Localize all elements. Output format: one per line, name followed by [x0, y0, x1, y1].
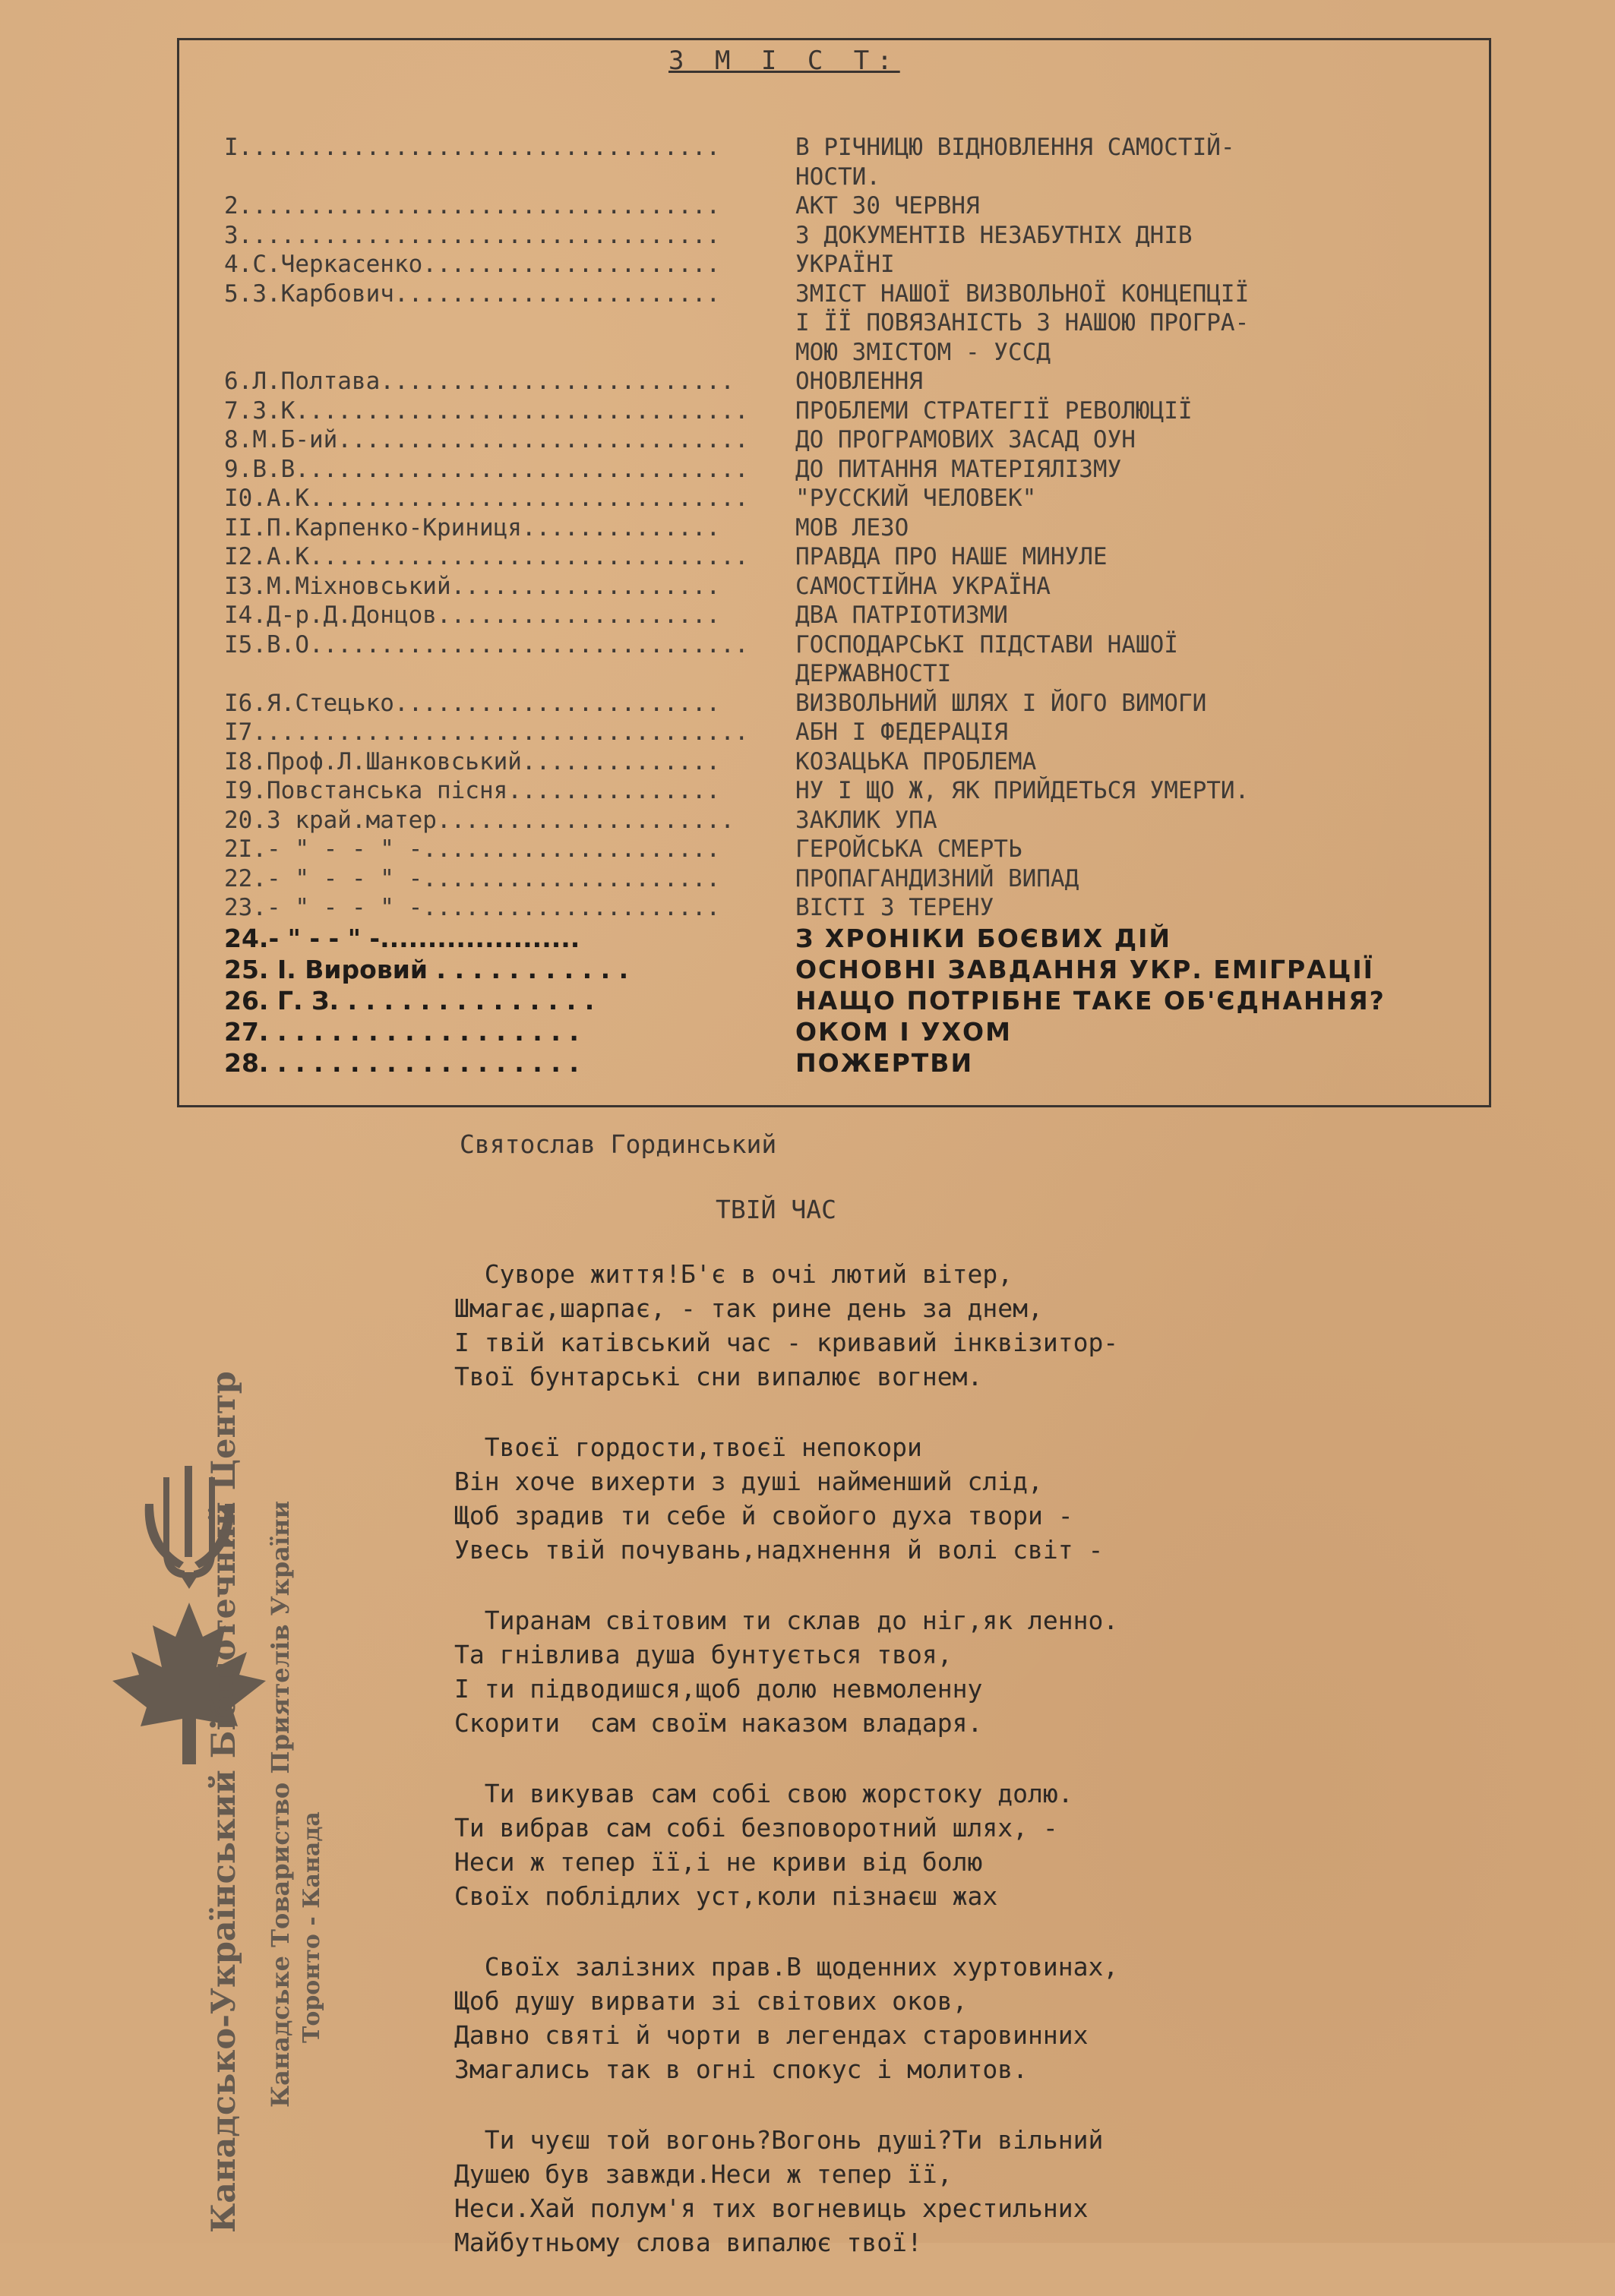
- poem-line: Неси.Хай полум'я тих вогневиць хрестильних: [454, 2193, 1089, 2223]
- poem-stanza: [454, 1257, 1366, 1394]
- toc-entry-title: НУ І ЩО Ж, ЯК ПРИЙДЕТЬСЯ УМЕРТИ.: [795, 777, 1250, 804]
- toc-entry-title: ПРАВДА ПРО НАШЕ МИНУЛЕ: [795, 543, 1108, 570]
- toc-list: [224, 133, 1485, 1079]
- toc-entry-author: 5.З.Карбович.......................: [224, 279, 721, 308]
- toc-entry-title: АБН І ФЕДЕРАЦІЯ: [795, 718, 1008, 746]
- toc-entry-author: 26. Г. З. . . . . . . . . . . . . . .: [224, 985, 595, 1015]
- toc-entry: [224, 985, 1485, 1016]
- toc-entry: [224, 279, 1485, 368]
- toc-entry: [224, 191, 1485, 221]
- toc-entry-author: 23.- " - - " -.....................: [224, 894, 721, 921]
- toc-entry: [224, 776, 1485, 806]
- toc-entry-author: І4.Д-р.Д.Донцов....................: [224, 602, 721, 629]
- toc-entry-title: З ХРОНІКИ БОЄВИХ ДІЙ: [795, 923, 1172, 953]
- toc-entry: [224, 864, 1485, 894]
- toc-entry: [224, 747, 1485, 777]
- toc-entry: [224, 954, 1485, 985]
- toc-entry: [224, 425, 1485, 455]
- poem-line: Скорити сам своїм наказом владаря.: [454, 1708, 983, 1738]
- toc-entry-author: І5.В.О...............................: [224, 630, 749, 658]
- toc-entry-author: 4.С.Черкасенко.....................: [224, 251, 721, 278]
- toc-entry: [224, 455, 1485, 485]
- toc-entry-title: ПОЖЕРТВИ: [795, 1047, 974, 1078]
- toc-entry-author: І8.Проф.Л.Шанковський..............: [224, 747, 721, 775]
- toc-entry-title: УКРАЇНІ: [795, 251, 895, 278]
- toc-entry-author: І3.М.Міхновський...................: [224, 572, 721, 600]
- toc-entry-title: ГЕРОЙСЬКА СМЕРТЬ: [795, 835, 1022, 863]
- poem-line: Щоб душу вирвати зі світових оков,: [454, 1986, 968, 2016]
- toc-entry: [224, 542, 1485, 572]
- toc-entry: [224, 601, 1485, 630]
- toc-entry: [224, 250, 1485, 279]
- poem-stanza: [454, 2123, 1366, 2260]
- toc-entry-title: КОЗАЦЬКА ПРОБЛЕМА: [795, 747, 1037, 775]
- toc-entry-author: І9.Повстанська пісня...............: [224, 777, 721, 804]
- toc-entry-author: 3..................................: [224, 221, 721, 249]
- toc-entry-title: ПРОБЛЕМИ СТРАТЕГІЇ РЕВОЛЮЦІЇ: [795, 396, 1193, 425]
- toc-entry-author: 22.- " - - " -.....................: [224, 864, 721, 892]
- toc-title: З М І С Т:: [668, 46, 900, 76]
- toc-entry: [224, 572, 1485, 602]
- toc-entry-author: І..................................: [224, 134, 721, 161]
- poem-line: І ти підводишся,щоб долю невмоленну: [454, 1674, 983, 1704]
- poem-line: І твій катівський час - кривавий інквізитор-: [454, 1328, 1119, 1357]
- toc-entry-title: ОКОМ І УХОМ: [795, 1016, 1012, 1047]
- toc-entry-title: ПРОПАГАНДИЗНИЙ ВИПАД: [795, 864, 1079, 892]
- poem-line: Твоєї гордости,твоєї непокори: [454, 1432, 922, 1462]
- toc-entry-title: АКТ 30 ЧЕРВНЯ: [795, 192, 980, 219]
- poem-line: Щоб зрадив ти себе й свойого духа твори -: [454, 1501, 1073, 1530]
- toc-entry: [224, 513, 1485, 543]
- toc-entry-author: 7.З.К................................: [224, 396, 749, 425]
- poem-stanza: [454, 1430, 1366, 1567]
- toc-entry-author: 2І.- " - - " -.....................: [224, 835, 721, 863]
- toc-entry: [224, 923, 1485, 954]
- toc-entry-title: ВІСТІ З ТЕРЕНУ: [795, 894, 994, 921]
- poem-title: ТВІЙ ЧАС: [716, 1195, 836, 1224]
- toc-entry-title: ОНОВЛЕННЯ: [795, 368, 923, 395]
- toc-entry: [224, 689, 1485, 718]
- poem-line: Він хоче вихерти з душі найменший слід,: [454, 1467, 1043, 1496]
- toc-entry-title: В РІЧНИЦЮ ВІДНОВЛЕННЯ САМОСТІЙ- НОСТИ.: [795, 134, 1235, 191]
- poem-line: Своїх поблідлих уст,коли пізнаєш жах: [454, 1881, 998, 1911]
- poem-stanza: [454, 1776, 1366, 1913]
- toc-entry-author: 8.М.Б-ий.............................: [224, 426, 749, 453]
- toc-entry-author: І7...................................: [224, 718, 749, 746]
- stamp-center-name: Канадсько-Український Бібліотечний Центр: [205, 1371, 243, 2233]
- toc-entry-author: 2..................................: [224, 192, 721, 219]
- poem-stanza: [454, 1603, 1366, 1740]
- toc-entry-title: З ДОКУМЕНТІВ НЕЗАБУТНІХ ДНІВ: [795, 221, 1193, 249]
- toc-entry: [224, 630, 1485, 689]
- poem-line: Неси ж тепер її,і не криви від болю: [454, 1847, 983, 1877]
- toc-entry-title: ДО ПИТАННЯ МАТЕРІЯЛІЗМУ: [795, 455, 1122, 483]
- toc-entry: [224, 221, 1485, 251]
- poem-line: Твої бунтарські сни випалює вогнем.: [454, 1362, 983, 1391]
- toc-entry: [224, 1016, 1485, 1047]
- poem-line: Та гнівлива душа бунтується твоя,: [454, 1640, 953, 1669]
- toc-entry-author: І0.А.К...............................: [224, 485, 749, 512]
- toc-entry-author: 25. І. Вировий . . . . . . . . . . .: [224, 954, 629, 984]
- toc-entry-author: І6.Я.Стецько.......................: [224, 689, 721, 717]
- toc-entry: [224, 806, 1485, 835]
- poem-line: Увесь твій почувань,надхнення й волі світ -: [454, 1535, 1104, 1565]
- toc-entry: [224, 367, 1485, 396]
- toc-entry-author: 24.- " - - " -.....................: [224, 923, 580, 953]
- toc-entry-title: ОСНОВНІ ЗАВДАННЯ УКР. ЕМІГРАЦІЇ: [795, 954, 1374, 984]
- stamp-location: Торонто - Канада: [299, 1811, 325, 2043]
- toc-entry: [224, 484, 1485, 513]
- poem-line: Душею був завжди.Неси ж тепер її,: [454, 2159, 953, 2189]
- poem-line: Тиранам світовим ти склав до ніг,як ленно.: [454, 1606, 1119, 1635]
- toc-entry-title: ЗМІСТ НАШОЇ ВИЗВОЛЬНОЇ КОНЦЕПЦІЇ І ЇЇ ПОВЯЗАНІСТЬ З НАШОЮ ПРОГРА- МОЮ ЗМІСТОМ - УССД: [795, 279, 1250, 366]
- toc-entry-title: МОВ ЛЕЗО: [795, 513, 909, 542]
- toc-entry-author: 9.В.В................................: [224, 455, 749, 483]
- toc-entry-author: ІІ.П.Карпенко-Криниця..............: [224, 513, 721, 542]
- toc-entry: [224, 1047, 1485, 1079]
- toc-entry-title: "РУССКИЙ ЧЕЛОВЕК": [795, 485, 1037, 512]
- toc-entry-title: ГОСПОДАРСЬКІ ПІДСТАВИ НАШОЇ ДЕРЖАВНОСТІ: [795, 630, 1178, 687]
- toc-entry-author: 20.З край.матер.....................: [224, 806, 735, 834]
- toc-entry-author: 6.Л.Полтава.........................: [224, 368, 735, 395]
- poem-line: Ти викував сам собі свою жорстоку долю.: [454, 1779, 1073, 1808]
- poem-line: Змагались так в огні спокус і молитов.: [454, 2054, 1028, 2084]
- toc-entry: [224, 835, 1485, 864]
- poem-line: Своїх залізних прав.В щоденних хуртовинах,: [454, 1952, 1119, 1982]
- poem-body: [454, 1257, 1366, 2296]
- poem-author: Святослав Гординський: [460, 1129, 777, 1159]
- toc-entry-title: ЗАКЛИК УПА: [795, 806, 937, 834]
- toc-entry: [224, 133, 1485, 191]
- poem-stanza: [454, 1950, 1366, 2086]
- toc-entry-title: НАЩО ПОТРІБНЕ ТАКЕ ОБ'ЄДНАННЯ?: [795, 985, 1386, 1015]
- toc-entry-title: ВИЗВОЛЬНИЙ ШЛЯХ І ЙОГО ВИМОГИ: [795, 689, 1207, 717]
- poem-line: Майбутньому слова випалює твої!: [454, 2228, 922, 2257]
- poem-line: Давно святі й чорти в легендах старовинних: [454, 2020, 1089, 2050]
- toc-entry-title: САМОСТІЙНА УКРАЇНА: [795, 572, 1051, 600]
- poem-line: Ти чуєш той вогонь?Вогонь душі?Ти вільний: [454, 2125, 1104, 2155]
- library-stamp: [72, 1371, 391, 2233]
- toc-entry-title: ДО ПРОГРАМОВИХ ЗАСАД ОУН: [795, 426, 1136, 453]
- poem-line: Суворе життя!Б'є в очі лютий вітер,: [454, 1259, 1013, 1289]
- toc-entry-author: 28. . . . . . . . . . . . . . . . . .: [224, 1047, 579, 1078]
- stamp-society-name: Канадське Товариство Приятелів України: [266, 1500, 295, 2108]
- toc-entry: [224, 396, 1485, 426]
- toc-entry-author: 27. . . . . . . . . . . . . . . . . .: [224, 1016, 579, 1047]
- toc-entry-author: І2.А.К...............................: [224, 543, 749, 570]
- toc-entry: [224, 893, 1485, 923]
- toc-entry-title: ДВА ПАТРІОТИЗМИ: [795, 602, 1008, 629]
- poem-line: Шмагає,шарпає, - так рине день за днем,: [454, 1293, 1043, 1323]
- toc-entry: [224, 718, 1485, 747]
- poem-line: Ти вибрав сам собі безповоротний шлях, -: [454, 1813, 1058, 1843]
